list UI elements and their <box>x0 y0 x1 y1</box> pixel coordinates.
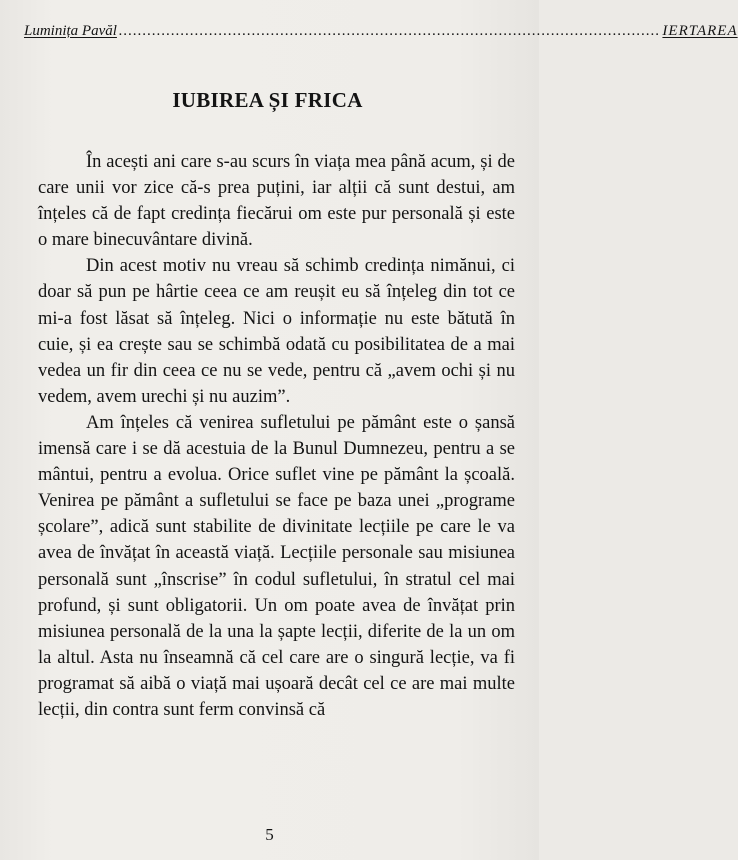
header-author: Luminița Pavăl <box>24 23 117 39</box>
page-number: 5 <box>265 825 274 844</box>
paragraph: Am înțeles că venirea sufletului pe pământ este o șansă imensă care i se dă acestuia de la Bunul Dumnezeu, pentru a se mântui, pentru a evolua. Orice suflet vine pe pământ la școală. Venirea pe pământ a sufletului se face pe baza unei „programe școlare”, adică sunt stabilite de divinitate lecțiile pe care le va avea de învățat în această viață. Lecțiile personale sau misiunea personală sunt „înscrise” în codul sufletului, în stratul cel mai profund, și sunt obligatorii. Un om poate avea de învățat prin misiunea personală de la una la șapte lecții, diferite de la un om la altul. Asta nu înseamnă că cel care are o singură lecție, va fi programat să aibă o viață mai ușoară decât cel ce are mai multe lecții, din contra sunt ferm convinsă că <box>38 412 515 720</box>
header-dot-leader: .................................................................................................................. <box>118 23 661 39</box>
chapter-title: IUBIREA ȘI FRICA <box>172 88 363 112</box>
paragraph: Din acest motiv nu vreau să schimb credința nimănui, ci doar să pun pe hârtie ceea ce am reușit eu să înțeleg din tot ce mi-a fost lăsat să înțeleg. Nici o informație nu este bătută în cuie, și ea crește sau se schimbă odată cu posibilitatea de a mai vedea un fir din ceea ce nu se vede, pentru că „avem ochi și nu vedem, avem urechi și nu auzim”. <box>38 256 515 407</box>
running-header <box>20 20 738 42</box>
paragraph: În acești ani care s-au scurs în viața mea până acum, și de care unii vor zice că-s prea puțini, iar alții că sunt destui, am înțeles că de fapt credința fiecărui om este pur personală și este o mare binecuvântare divină. <box>38 152 515 251</box>
header-book-title: IERTAREA <box>662 23 738 39</box>
chapter-body <box>20 149 515 723</box>
